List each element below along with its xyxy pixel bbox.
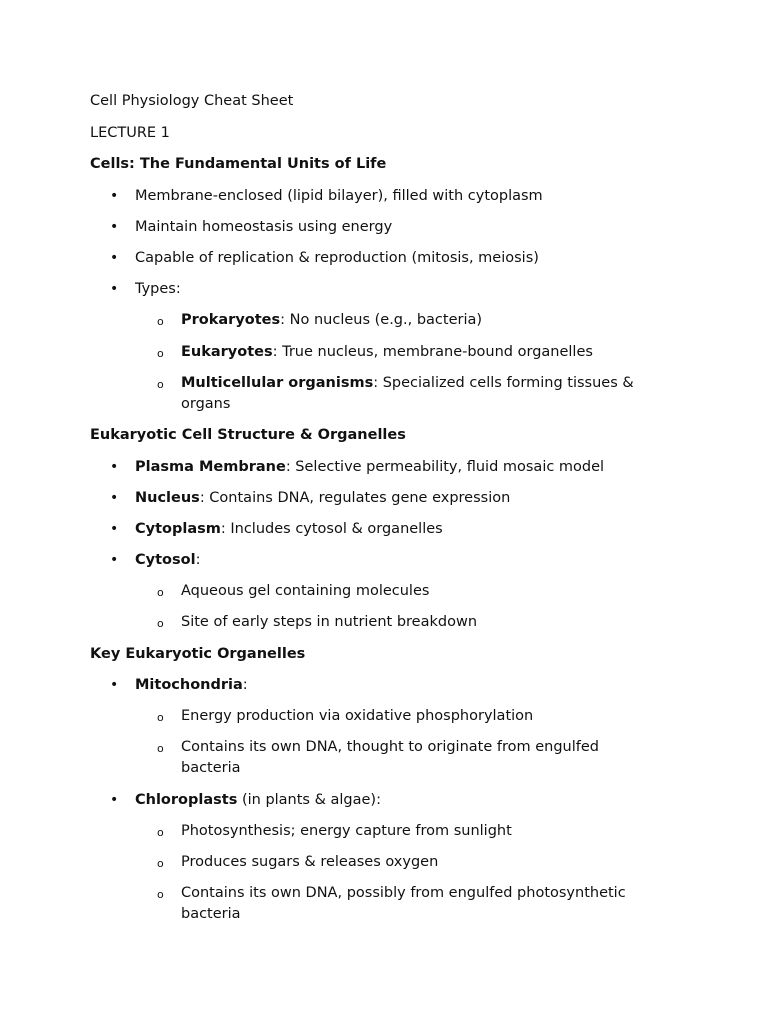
sub-list-item: Photosynthesis; energy capture from sunlight [181, 823, 512, 839]
sub-list-item: Eukaryotes: True nucleus, membrane-bound organelles [181, 344, 593, 360]
list-item: Maintain homeostasis using energy [135, 219, 393, 235]
bullet-marker: • [110, 552, 119, 568]
list-item: Cytoplasm: Includes cytosol & organelles [135, 521, 443, 537]
bullet-marker: • [110, 459, 119, 475]
sub-list-item: Site of early steps in nutrient breakdown [181, 614, 478, 630]
sub-bullet-marker: o [157, 857, 164, 870]
sub-bullet-marker: o [157, 826, 164, 839]
sub-list-item-continuation: bacteria [181, 906, 241, 922]
bullet-marker: • [110, 188, 119, 204]
bullet-marker: • [110, 792, 119, 808]
sub-list-item: Multicellular organisms: Specialized cells forming tissues & [181, 375, 634, 391]
list-item: Capable of replication & reproduction (mitosis, meiosis) [135, 250, 539, 266]
lecture-label: LECTURE 1 [90, 125, 170, 141]
list-item: Mitochondria: [135, 677, 248, 693]
sub-bullet-marker: o [157, 711, 164, 724]
list-item: Cytosol: [135, 552, 201, 568]
sub-bullet-marker: o [157, 347, 164, 360]
bullet-marker: • [110, 281, 119, 297]
sub-list-item: Aqueous gel containing molecules [181, 583, 430, 599]
sub-list-item: Energy production via oxidative phosphorylation [181, 708, 534, 724]
sub-bullet-marker: o [157, 586, 164, 599]
bullet-marker: • [110, 219, 119, 235]
sub-list-item: Contains its own DNA, possibly from engulfed photosynthetic [181, 885, 626, 901]
sub-list-item: Contains its own DNA, thought to originate from engulfed [181, 739, 599, 755]
sub-list-item: Prokaryotes: No nucleus (e.g., bacteria) [181, 312, 483, 328]
list-item: Types: [135, 281, 181, 297]
list-item: Membrane-enclosed (lipid bilayer), filled with cytoplasm [135, 188, 543, 204]
bullet-marker: • [110, 490, 119, 506]
sub-bullet-marker: o [157, 617, 164, 630]
list-item: Nucleus: Contains DNA, regulates gene expression [135, 490, 511, 506]
list-item: Chloroplasts (in plants & algae): [135, 792, 381, 808]
bullet-marker: • [110, 250, 119, 266]
section-heading-cells: Cells: The Fundamental Units of Life [90, 156, 387, 172]
sub-bullet-marker: o [157, 315, 164, 328]
section-heading-organelles: Key Eukaryotic Organelles [90, 646, 306, 662]
sub-list-item-continuation: bacteria [181, 760, 241, 776]
section-heading-structure: Eukaryotic Cell Structure & Organelles [90, 427, 406, 443]
bullet-marker: • [110, 521, 119, 537]
sub-list-item-continuation: organs [181, 396, 231, 412]
sub-bullet-marker: o [157, 742, 164, 755]
document-title: Cell Physiology Cheat Sheet [90, 93, 294, 109]
sub-list-item: Produces sugars & releases oxygen [181, 854, 439, 870]
sub-bullet-marker: o [157, 888, 164, 901]
list-item: Plasma Membrane: Selective permeability, fluid mosaic model [135, 459, 605, 475]
sub-bullet-marker: o [157, 378, 164, 391]
bullet-marker: • [110, 677, 119, 693]
